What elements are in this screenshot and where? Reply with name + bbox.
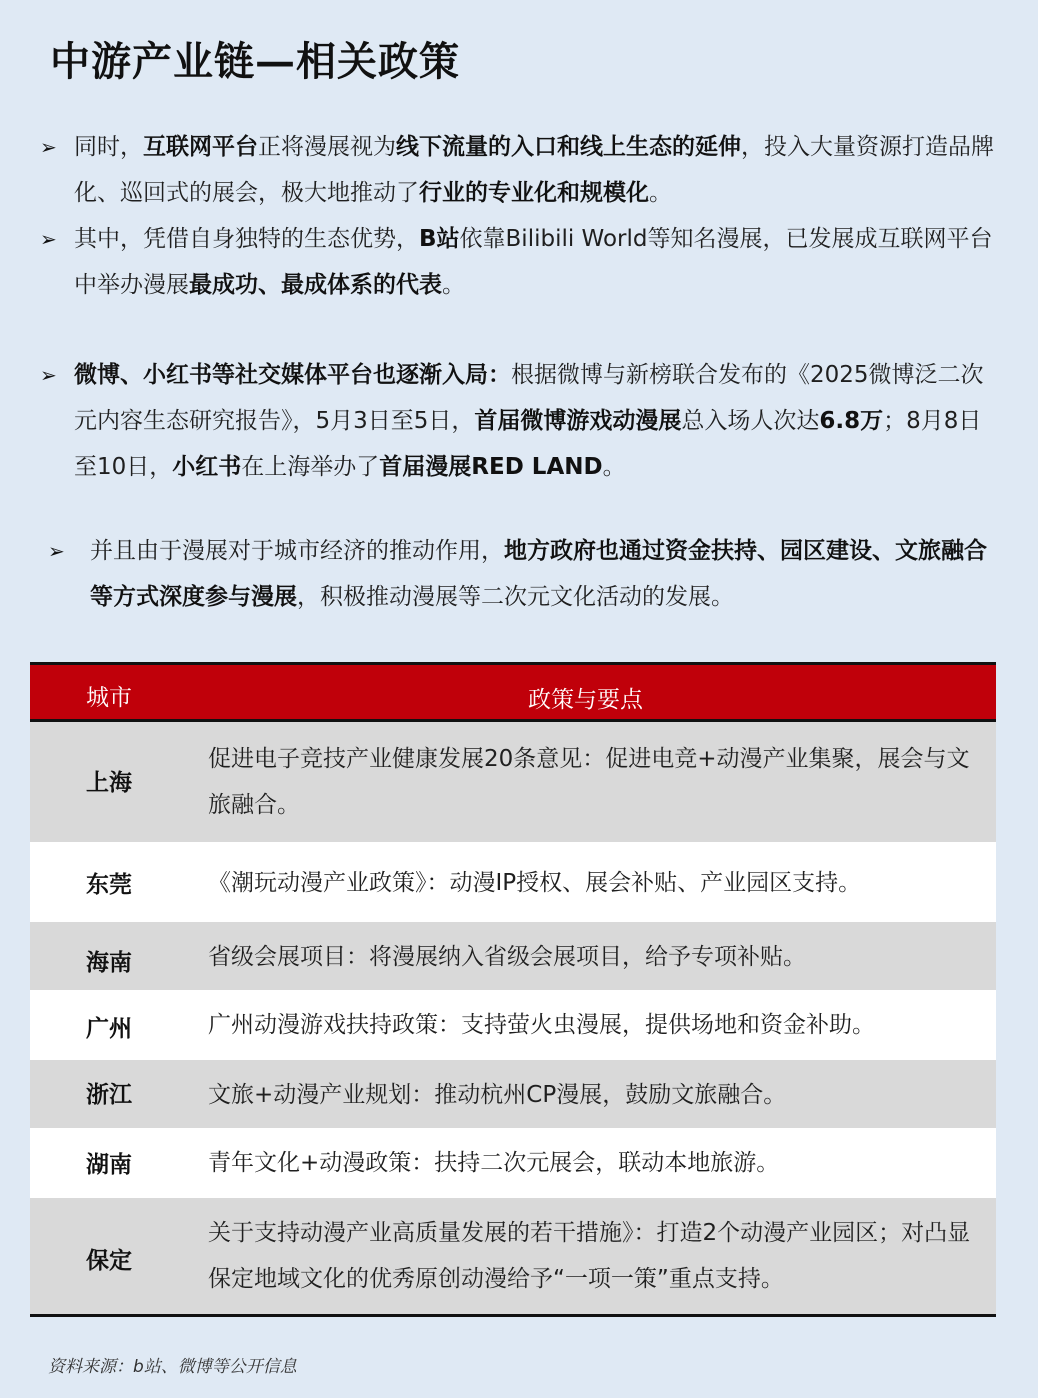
bullet-bold: 互联网平台 bbox=[143, 134, 258, 160]
bullet-text: 根据微博与新榜联合发布的《2025微博泛二次元内容生态研究报告》，5月3日至5日， bbox=[74, 362, 984, 434]
row-city: 浙江 bbox=[86, 1081, 132, 1108]
bullet-text: 。 bbox=[442, 272, 465, 298]
bullet-text: ，积极推动漫展等二次元文化活动的发展。 bbox=[297, 584, 734, 610]
bullet-text: 其中，凭借自身独特的生态优势， bbox=[74, 226, 419, 252]
table-row bbox=[30, 1198, 996, 1314]
bullet-bold: 最成功、最成体系的代表 bbox=[189, 272, 442, 298]
row-city: 广州 bbox=[86, 1015, 132, 1042]
bullet-bold: 微博、小红书等社交媒体平台也逐渐入局： bbox=[74, 362, 511, 388]
header-city: 城市 bbox=[86, 685, 132, 711]
row-policy: 青年文化+动漫政策：扶持二次元展会，联动本地旅游。 bbox=[208, 1150, 780, 1176]
bullet-bold: B站 bbox=[419, 226, 460, 252]
row-policy: 关于支持动漫产业高质量发展的若干措施》：打造2个动漫产业园区；对凸显保定地域文化的优秀原创动漫给予“一项一策”重点支持。 bbox=[208, 1220, 971, 1292]
table-row bbox=[30, 842, 996, 922]
table-row bbox=[30, 1128, 996, 1198]
bullet-list bbox=[40, 124, 1000, 620]
bullet-text: 。 bbox=[602, 454, 626, 480]
header-policy: 政策与要点 bbox=[528, 687, 643, 713]
bullet-bold: 首届微博游戏动漫展 bbox=[474, 408, 682, 434]
bullet-bold: 6.8万 bbox=[819, 408, 884, 434]
table-row bbox=[30, 722, 996, 842]
row-city: 海南 bbox=[86, 949, 132, 976]
bullet-item bbox=[40, 352, 1000, 490]
bullet-item bbox=[48, 528, 1000, 620]
arrow-bullet-icon: ➢ bbox=[40, 363, 57, 387]
row-city: 东莞 bbox=[86, 871, 132, 898]
row-policy: 广州动漫游戏扶持政策：支持萤火虫漫展，提供场地和资金补助。 bbox=[208, 1012, 875, 1038]
source-note: 资料来源：b站、微博等公开信息 bbox=[48, 1357, 297, 1377]
row-policy: 促进电子竞技产业健康发展20条意见：促进电竞+动漫产业集聚，展会与文旅融合。 bbox=[208, 746, 970, 818]
bullet-text: ，投入大量资源打造品牌化、巡回式的展会，极大地推动了 bbox=[74, 134, 994, 206]
bullet-item bbox=[40, 216, 1000, 308]
bullet-text: 总入场人次达 bbox=[681, 408, 820, 434]
row-city: 保定 bbox=[86, 1247, 132, 1274]
row-policy: 省级会展项目：将漫展纳入省级会展项目，给予专项补贴。 bbox=[208, 944, 806, 970]
bullet-bold: 小红书 bbox=[172, 454, 242, 480]
bullet-text: ；8月8日至10日， bbox=[74, 408, 982, 480]
bullet-bold: 首届漫展RED LAND bbox=[379, 454, 603, 480]
table-row bbox=[30, 990, 996, 1060]
arrow-bullet-icon: ➢ bbox=[48, 539, 65, 563]
bullet-item bbox=[40, 124, 1000, 216]
row-city: 上海 bbox=[86, 769, 132, 796]
row-policy: 文旅+动漫产业规划：推动杭州CP漫展，鼓励文旅融合。 bbox=[208, 1082, 787, 1108]
bullet-text: 。 bbox=[649, 180, 672, 206]
bullet-bold: 线下流量的入口和线上生态的延伸 bbox=[396, 134, 741, 160]
bullet-bold: 地方政府也通过资金扶持、园区建设、文旅融合等方式深度参与漫展 bbox=[90, 538, 987, 610]
table-bottom-rule bbox=[30, 1314, 996, 1317]
bullet-text: 正将漫展视为 bbox=[258, 134, 396, 160]
bullet-bold: 行业的专业化和规模化 bbox=[419, 180, 649, 206]
arrow-bullet-icon: ➢ bbox=[40, 227, 57, 251]
page-title: 中游产业链—相关政策 bbox=[50, 38, 460, 85]
row-city: 湖南 bbox=[86, 1151, 132, 1178]
bullet-text: 同时， bbox=[74, 134, 143, 160]
table-header bbox=[30, 662, 996, 722]
bullet-text: 在上海举办了 bbox=[241, 454, 380, 480]
row-policy: 《潮玩动漫产业政策》：动漫IP授权、展会补贴、产业园区支持。 bbox=[208, 870, 862, 896]
bullet-text: 并且由于漫展对于城市经济的推动作用， bbox=[90, 538, 504, 564]
arrow-bullet-icon: ➢ bbox=[40, 135, 57, 159]
bullet-text: 依靠Bilibili World等知名漫展，已发展成互联网平台中举办漫展 bbox=[74, 226, 993, 298]
table-row bbox=[30, 1060, 996, 1128]
table-row bbox=[30, 922, 996, 990]
policy-table bbox=[30, 662, 996, 1317]
